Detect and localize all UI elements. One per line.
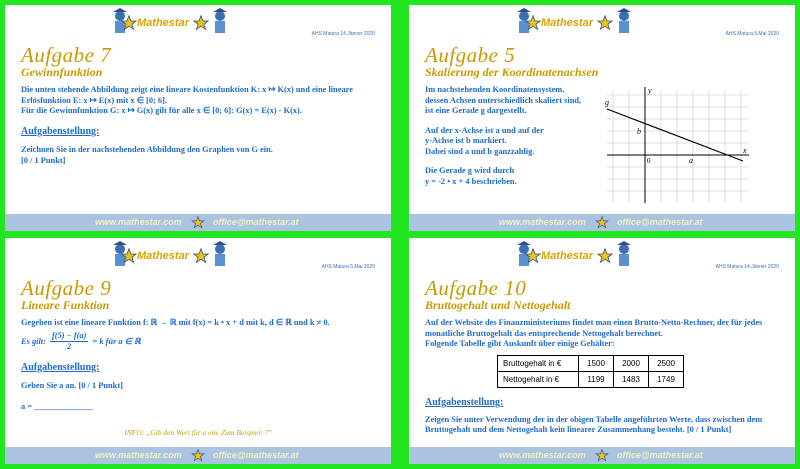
g-label: g	[605, 98, 609, 107]
exam-date: AHS Matura 14.Jänner 2020	[715, 264, 779, 270]
mascot-right-icon	[613, 8, 635, 38]
footer-email[interactable]: office@mathestar.at	[617, 217, 703, 227]
body-line: Auf der x-Achse ist a und auf der	[425, 125, 544, 135]
task-title: Aufgabe 7	[21, 43, 112, 67]
footer-website[interactable]: www.mathestar.com	[95, 450, 182, 460]
body-line: y = -2 • x + 4 beschrieben.	[425, 176, 517, 186]
task-body	[21, 85, 373, 166]
task-body	[425, 85, 605, 187]
fraction	[50, 331, 88, 353]
footer-website[interactable]: www.mathestar.com	[499, 450, 586, 460]
table-cell: 1483	[614, 372, 649, 388]
answer-field[interactable]: a = ______________	[21, 401, 93, 411]
table-cell: 1500	[579, 356, 614, 372]
b-label: b	[637, 127, 641, 136]
slide-aufgabe-7	[5, 5, 391, 231]
footer-bar	[5, 447, 391, 464]
footer-star-icon	[595, 216, 609, 229]
fraction-denominator: 2	[67, 342, 72, 351]
logo-header	[5, 238, 391, 274]
task-heading: Aufgabenstellung:	[21, 125, 100, 137]
star-right-icon	[597, 8, 613, 38]
brand-name: Mathestar	[541, 17, 593, 29]
exam-date: AHS Matura 5.Mai 2020	[725, 31, 779, 37]
footer-bar	[5, 214, 391, 231]
exam-date: AHS Matura 5.Mai 2020	[321, 264, 375, 270]
coordinate-graph	[603, 83, 753, 207]
mascot-right-icon	[209, 241, 231, 271]
footer-website[interactable]: www.mathestar.com	[499, 217, 586, 227]
footer-email[interactable]: office@mathestar.at	[213, 450, 299, 460]
body-line: Für die Gewinnfunktion G: x ↦ G(x) gilt für alle x ∈ [0; 6]: G(x) = E(x) - K(x).	[21, 106, 302, 115]
slide-aufgabe-10	[409, 238, 795, 464]
origin-label: 0	[647, 157, 651, 165]
task-subtitle: Skalierung der Koordinatenachsen	[425, 65, 599, 79]
table-row	[498, 372, 684, 388]
x-axis-label: x	[743, 146, 747, 155]
line-g	[607, 109, 743, 161]
star-right-icon	[193, 241, 209, 271]
table-cell: Nettogehalt in €	[498, 372, 579, 388]
body-line: Erlösfunktion E: x ↦ E(x) mit x ∈ [0; 6].	[21, 95, 167, 105]
body-line: y-Achse ist b markiert.	[425, 136, 507, 145]
task-title: Aufgabe 9	[21, 276, 112, 300]
table-cell: 1749	[649, 372, 684, 388]
task-line: Geben Sie a an. [0 / 1 Punkt]	[21, 381, 123, 390]
task-line: Zeigen Sie unter Verwendung der in der obigen Tabelle angeführten Werte, dass zwischen dem	[425, 414, 763, 424]
footer-email[interactable]: office@mathestar.at	[213, 217, 299, 227]
table-cell: Bruttogehalt in €	[498, 356, 579, 372]
table-cell: 1199	[579, 372, 614, 388]
logo-header	[409, 5, 795, 41]
mascot-right-icon	[209, 8, 231, 38]
task-section	[425, 398, 777, 436]
task-subtitle: Bruttogehalt und Nettogehalt	[425, 298, 571, 312]
brand-name: Mathestar	[137, 17, 189, 29]
slide-aufgabe-9	[5, 238, 391, 464]
slide-aufgabe-5	[409, 5, 795, 231]
task-line: Zeichnen Sie in der nachstehenden Abbildung den Graphen von G ein.	[21, 145, 273, 154]
formula-rest: = k für a ∈ ℝ	[92, 336, 141, 346]
footer-bar	[409, 214, 795, 231]
body-line: Die Gerade g wird durch	[425, 166, 515, 175]
task-body	[425, 318, 777, 350]
spacer	[425, 117, 605, 126]
logo-header	[5, 5, 391, 41]
footer-website[interactable]: www.mathestar.com	[95, 217, 182, 227]
exam-date: AHS Matura 14.Jänner 2020	[311, 31, 375, 37]
mascot-right-icon	[613, 241, 635, 271]
task-heading: Aufgabenstellung:	[425, 397, 504, 408]
spacer	[425, 157, 605, 166]
footer-star-icon	[191, 216, 205, 229]
task-subtitle: Lineare Funktion	[21, 298, 110, 312]
formula-line	[21, 331, 373, 353]
grid-lines	[607, 91, 749, 203]
footer-star-icon	[595, 449, 609, 462]
logo-header	[409, 238, 795, 274]
brand-name: Mathestar	[137, 250, 189, 262]
table-cell: 2500	[649, 356, 684, 372]
table-cell: 2000	[614, 356, 649, 372]
body-line: dessen Achsen unterschiedlich skaliert sind,	[425, 95, 582, 105]
body-line: Auf der Website des Finanzministeriums findet man einen Brutto-Netto-Rechner, der für jedes	[425, 318, 763, 327]
task-title: Aufgabe 10	[425, 276, 527, 300]
task-title: Aufgabe 5	[425, 43, 516, 67]
task-heading: Aufgabenstellung:	[21, 361, 100, 373]
star-right-icon	[597, 241, 613, 271]
body-line: Im nachstehenden Koordinatensystem,	[425, 85, 565, 94]
body-line: monatliche Bruttogehalt das entsprechende Nettogehalt berechnet.	[425, 328, 663, 338]
fraction-numerator: f(5) − f(a)	[50, 331, 88, 343]
salary-table	[497, 355, 684, 388]
es-gilt-label: Es gilt:	[21, 336, 46, 346]
task-subtitle: Gewinnfunktion	[21, 65, 103, 79]
body-line: Die unten stehende Abbildung zeigt eine lineare Kostenfunktion K: x ↦ K(x) und eine lineare	[21, 85, 353, 94]
info-hint: INFO: „Gib den Wert für a ein. Zum Beispiel: 7"	[124, 428, 272, 437]
task-line: Bruttogehalt und dem Nettogehalt kein linearer Zusammenhang besteht. [0 / 1 Punkt]	[425, 425, 732, 434]
a-label: a	[689, 156, 693, 165]
footer-bar	[409, 447, 795, 464]
task-line: [0 / 1 Punkt]	[21, 155, 66, 165]
brand-name: Mathestar	[541, 250, 593, 262]
footer-star-icon	[191, 449, 205, 462]
task-body	[21, 318, 373, 412]
body-line: Gegeben ist eine lineare Funktion f: ℝ → ℝ mit f(x) = k • x + d mit k, d ∈ ℝ und k ≠ 0.	[21, 318, 330, 327]
body-line: ist eine Gerade g dargestellt.	[425, 106, 527, 115]
body-line: Folgende Tabelle gibt Auskunft über einige Gehälter:	[425, 339, 615, 348]
footer-email[interactable]: office@mathestar.at	[617, 450, 703, 460]
y-axis-label: y	[648, 86, 652, 95]
star-right-icon	[193, 8, 209, 38]
table-row	[498, 356, 684, 372]
body-line: Dabei sind a und b ganzzahlig.	[425, 146, 535, 156]
